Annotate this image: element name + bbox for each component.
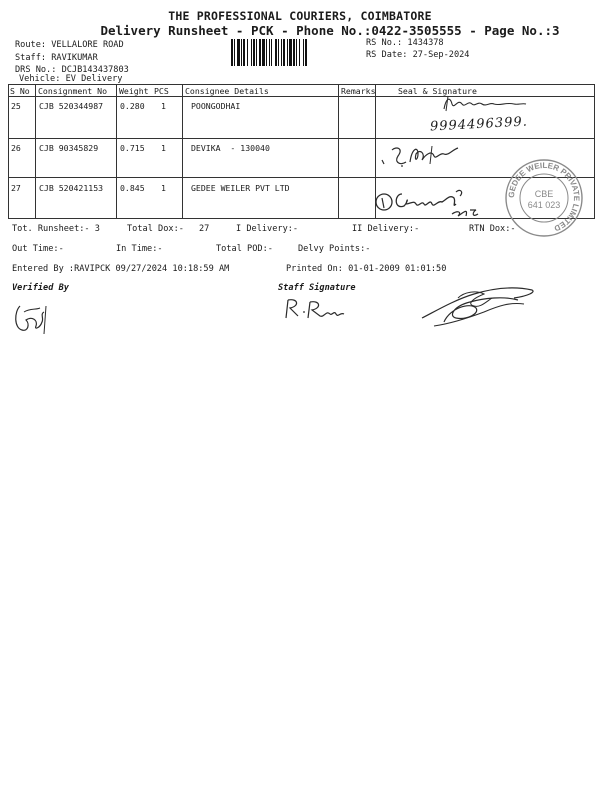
staff-signature-initials — [282, 296, 352, 322]
row-pcs: 1 — [161, 143, 166, 153]
staff-label: Staff: RAVIKUMAR — [15, 53, 98, 63]
runsheet-subtitle: Delivery Runsheet - PCK - Phone No.:0422-3505555 - Page No.:3 — [100, 23, 560, 38]
row-sno: 25 — [11, 101, 21, 111]
drs-number: DRS No.: DCJB143437803 — [15, 65, 129, 75]
column-header-weight: Weight — [119, 86, 149, 96]
ii-delivery-label: II Delivery:- — [352, 224, 420, 234]
row-consignee: POONGODHAI — [191, 101, 241, 111]
row-weight: 0.715 — [120, 143, 145, 153]
out-time-label: Out Time:- — [12, 244, 64, 254]
column-header-seal-signature: Seal & Signature — [398, 86, 477, 96]
column-header-remarks: Remarks — [341, 86, 376, 96]
total-dox-value: 27 — [199, 224, 210, 234]
entered-by: Entered By :RAVIPCK 09/27/2024 10:18:59 AM — [12, 264, 230, 274]
vehicle-label: Vehicle: EV Delivery — [19, 74, 123, 84]
rtn-dox-label: RTN Dox:- — [469, 224, 516, 234]
staff-signature-label: Staff Signature — [278, 283, 356, 293]
row-consignment: CJB 520421153 — [39, 183, 104, 193]
column-divider — [116, 84, 117, 218]
rs-date: RS Date: 27-Sep-2024 — [366, 50, 470, 60]
in-time-label: In Time:- — [116, 244, 163, 254]
barcode-image — [231, 39, 354, 66]
printed-on: Printed On: 01-01-2009 01:01:50 — [286, 264, 447, 274]
column-header-consignee: Consignee Details — [185, 86, 269, 96]
row-pcs: 1 — [161, 183, 166, 193]
stamp-line2: 641 023 — [527, 200, 561, 210]
column-divider — [8, 84, 9, 218]
column-divider — [594, 84, 595, 218]
staff-signature — [414, 282, 544, 332]
company-title: THE PROFESSIONAL COURIERS, COIMBATORE — [168, 9, 432, 23]
barcode-bar — [307, 39, 308, 66]
row-pcs: 1 — [161, 101, 166, 111]
route-label: Route: VELLALORE ROAD — [15, 40, 124, 50]
signature-row1 — [440, 92, 530, 114]
row-weight: 0.280 — [120, 101, 145, 111]
column-header-sno: S No — [10, 86, 30, 96]
column-header-pcs: PCS — [154, 86, 169, 96]
row-consignee: DEVIKA - 130040 — [191, 143, 270, 153]
row-divider — [8, 138, 595, 139]
total-dox-label: Total Dox:- — [127, 224, 184, 234]
column-divider — [35, 84, 36, 218]
row-sno: 27 — [11, 183, 21, 193]
handwritten-phone: 9994496399. — [429, 114, 529, 135]
column-divider — [338, 84, 339, 218]
verifier-signature — [10, 298, 50, 338]
i-delivery-label: I Delivery:- — [236, 224, 299, 234]
total-pod-label: Total POD:- — [216, 244, 273, 254]
row-consignee: GEDEE WEILER PVT LTD — [191, 183, 290, 193]
verified-by-label: Verified By — [12, 283, 69, 293]
signature-row2 — [378, 140, 468, 172]
row-consignment: CJB 90345829 — [39, 143, 99, 153]
total-runsheet: Tot. Runsheet:- 3 — [12, 224, 100, 234]
rs-number: RS No.: 1434378 — [366, 38, 444, 48]
row-consignment: CJB 520344987 — [39, 101, 104, 111]
table-top-border — [8, 84, 595, 85]
company-seal-stamp — [504, 158, 584, 238]
delvy-points-label: Delvy Points:- — [298, 244, 371, 254]
row-weight: 0.845 — [120, 183, 145, 193]
column-header-consignment: Consignment No — [38, 86, 108, 96]
column-divider — [182, 84, 183, 218]
row-sno: 26 — [11, 143, 21, 153]
stamp-line1: CBE — [534, 189, 554, 199]
stamp-ring-text: GEDEE WEILER PRIVATE LIMITED — [506, 160, 582, 233]
signature-row3 — [372, 182, 502, 222]
